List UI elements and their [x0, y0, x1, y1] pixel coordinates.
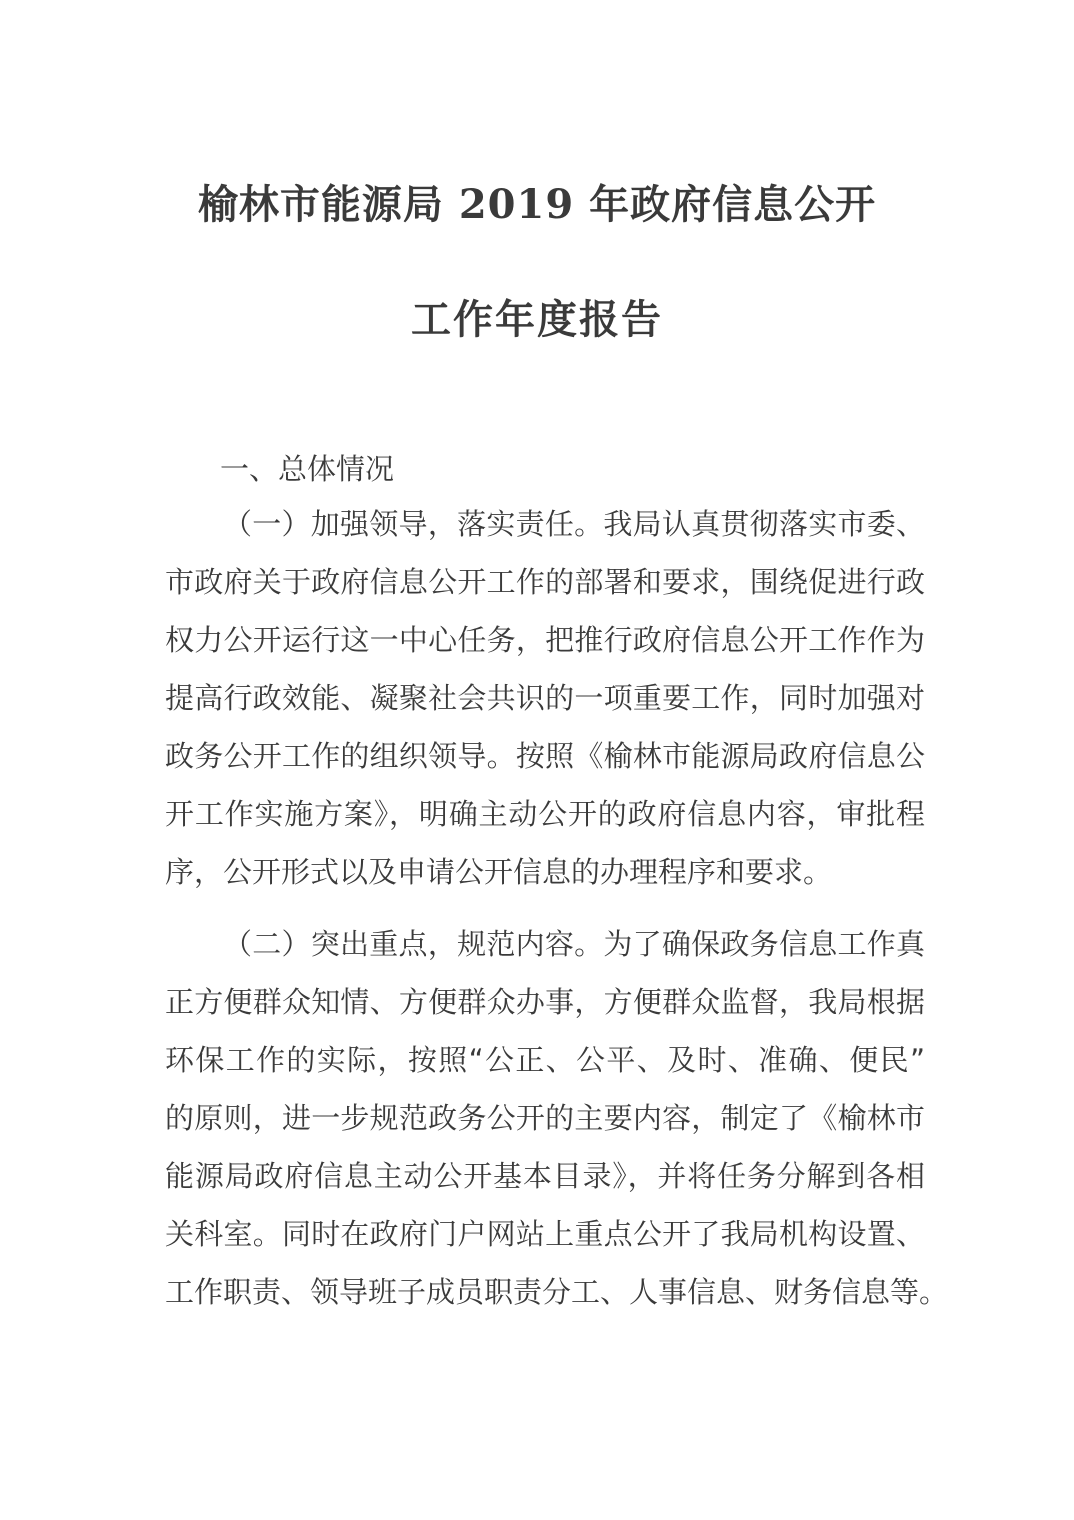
paragraph-line: 环保工作的实际，按照“公正、公平、及时、准确、便民”: [165, 1043, 925, 1077]
paragraph-line: （一）加强领导，落实责任。我局认真贯彻落实市委、: [223, 507, 925, 541]
section-heading-overview: 一、总体情况: [220, 452, 395, 486]
paragraph-line: 关科室。同时在政府门户网站上重点公开了我局机构设置、: [165, 1217, 925, 1251]
paragraph-line: 序，公开形式以及申请公开信息的办理程序和要求。: [165, 855, 833, 889]
paragraph-key-content: [165, 915, 949, 1321]
paragraph-line: 提高行政效能、凝聚社会共识的一项重要工作，同时加强对: [165, 681, 925, 715]
paragraph-line: 政务公开工作的组织领导。按照《榆林市能源局政府信息公: [165, 739, 925, 773]
paragraph-leadership: [165, 495, 925, 901]
paragraph-line: 能源局政府信息主动公开基本目录》，并将任务分解到各相: [165, 1159, 925, 1193]
report-title-line-1: 榆林市能源局 2019 年政府信息公开: [197, 181, 877, 228]
paragraph-line: （二）突出重点，规范内容。为了确保政务信息工作真: [223, 927, 925, 961]
paragraph-line: 权力公开运行这一中心任务，把推行政府信息公开工作作为: [165, 623, 925, 657]
report-title-line-2: 工作年度报告: [411, 296, 663, 343]
paragraph-line: 市政府关于政府信息公开工作的部署和要求，围绕促进行政: [165, 565, 925, 599]
paragraph-line: 正方便群众知情、方便群众办事，方便群众监督，我局根据: [165, 985, 925, 1019]
paragraph-line: 工作职责、领导班子成员职责分工、人事信息、财务信息等。: [165, 1275, 949, 1309]
paragraph-line: 的原则，进一步规范政务公开的主要内容，制定了《榆林市: [165, 1101, 925, 1135]
paragraph-line: 开工作实施方案》，明确主动公开的政府信息内容，审批程: [165, 797, 925, 831]
